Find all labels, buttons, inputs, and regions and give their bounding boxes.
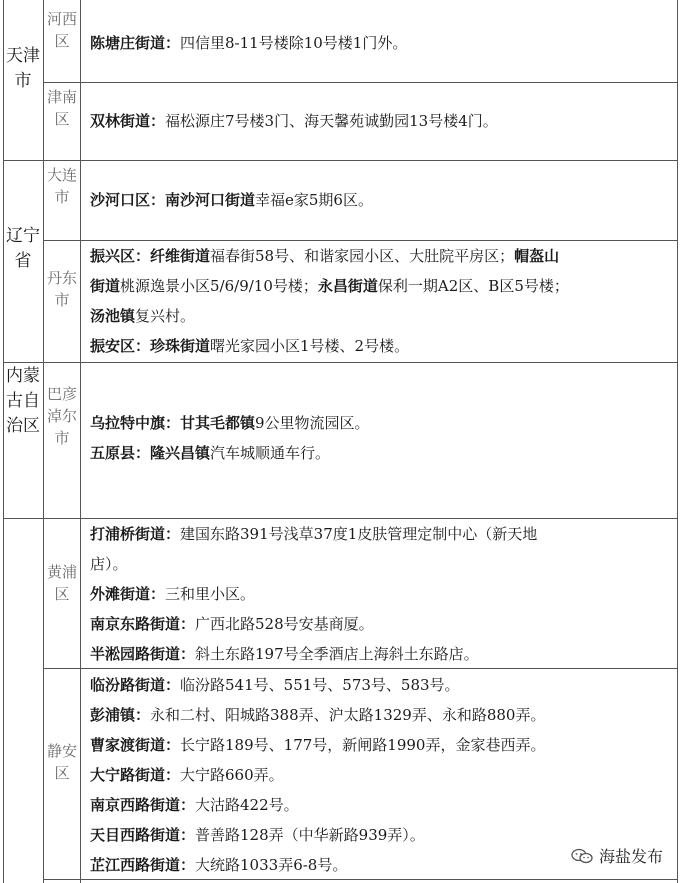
content-line (90, 519, 672, 549)
place-name: 永昌街道 (317, 277, 378, 295)
place-name: 汤池镇 (90, 307, 136, 325)
address-text: 大宁路660弄。 (180, 766, 284, 784)
content-line (90, 271, 672, 301)
place-name: 外滩街道： (90, 585, 166, 603)
address-text: 三和里小区。 (165, 585, 256, 603)
place-name: 街道 (90, 277, 121, 295)
province-cell-neimenggu: 内蒙古自治区 (6, 366, 40, 436)
city-cell: 静安区 (46, 742, 77, 782)
address-text: 保利一期A2区、B区5号楼； (377, 277, 569, 295)
address-text: 四信里8-11号楼除10号楼1门外。 (180, 34, 408, 52)
content-cell (90, 241, 672, 361)
content-line (90, 106, 672, 136)
content-line (90, 28, 672, 58)
place-name: 南京东路街道： (90, 615, 196, 633)
address-text: 幸福e家5期6区。 (255, 191, 373, 209)
wechat-icon (571, 848, 593, 864)
city-cell: 津南区 (46, 88, 77, 128)
place-name: 振兴区：纤维街道 (90, 247, 211, 265)
content-line (90, 700, 672, 730)
content-cell (90, 519, 672, 669)
address-text: 曙光家园小区1号楼、2号楼。 (210, 337, 410, 355)
address-text: 普善路128弄（中华新路939弄）。 (195, 826, 425, 844)
city-cell: 河西区 (46, 10, 77, 50)
address-text: 斜土东路197号全季酒店上海斜土东路店。 (195, 645, 479, 663)
place-name: 天目西路街道： (90, 826, 196, 844)
place-name: 彭浦镇： (90, 706, 151, 724)
place-name: 临汾路街道： (90, 676, 181, 694)
content-line (90, 639, 672, 669)
city-cell: 丹东市 (46, 269, 77, 309)
place-name: 南京西路街道： (90, 796, 196, 814)
address-text: 长宁路189号、177号，新闸路1990弄，金家巷西弄。 (180, 736, 546, 754)
place-name: 沙河口区：南沙河口街道 (90, 191, 256, 209)
city-cell: 巴彦淖尔市 (46, 385, 77, 447)
content-cell (90, 28, 672, 58)
content-line (90, 438, 672, 468)
address-text: 大统路1033弄6-8号。 (195, 856, 348, 874)
content-line (90, 241, 672, 271)
place-name: 陈塘庄街道： (90, 34, 181, 52)
watermark (571, 844, 663, 867)
content-line (90, 301, 672, 331)
content-line (90, 185, 672, 215)
address-text: 9公里物流园区。 (255, 414, 370, 432)
province-cell-tianjin: 天津市 (6, 46, 40, 91)
content-line (90, 579, 672, 609)
address-text: 桃源逸景小区5/6/9/10号楼； (120, 277, 318, 295)
city-cell: 大连市 (46, 166, 77, 206)
content-cell (90, 185, 672, 215)
place-name: 大宁路街道： (90, 766, 181, 784)
place-name: 五原县：隆兴昌镇 (90, 444, 211, 462)
address-text: 广西北路528号安基商厦。 (195, 615, 374, 633)
content-line (90, 408, 672, 438)
content-line (90, 730, 672, 760)
content-line (90, 760, 672, 790)
address-text: 汽车城顺通车行。 (210, 444, 331, 462)
content-line (90, 609, 672, 639)
place-name: 双林街道： (90, 112, 166, 130)
address-text: 建国东路391号浅草37度1皮肤管理定制中心（新天地 (180, 525, 538, 543)
address-text: 永和二村、阳城路388弄、沪太路1329弄、永和路880弄。 (150, 706, 546, 724)
content-line (90, 670, 672, 700)
address-text: 店）。 (90, 555, 128, 573)
address-text: 复兴村。 (135, 307, 196, 325)
content-cell (90, 408, 672, 468)
content-line (90, 331, 672, 361)
place-name: 乌拉特中旗：甘其毛都镇 (90, 414, 256, 432)
content-line (90, 790, 672, 820)
address-text: 大沽路422号。 (195, 796, 299, 814)
place-name: 振安区：珍珠街道 (90, 337, 211, 355)
address-text: 临汾路541号、551号、573号、583号。 (180, 676, 460, 694)
city-cell: 黄浦区 (46, 563, 77, 603)
place-name: 半淞园路街道： (90, 645, 196, 663)
province-cell-liaoning: 辽宁省 (6, 226, 40, 271)
watermark-text: 海盐发布 (598, 847, 663, 866)
place-name: 帽盔山 (514, 247, 560, 265)
place-name: 打浦桥街道： (90, 525, 181, 543)
place-name: 曹家渡街道： (90, 736, 181, 754)
address-text: 福松源庄7号楼3门、海天馨苑诚勤园13号楼4门。 (165, 112, 498, 130)
address-text: 福春街58号、和谐家园小区、大肚院平房区； (210, 247, 515, 265)
content-cell (90, 106, 672, 136)
place-name: 芷江西路街道： (90, 856, 196, 874)
content-line (90, 549, 672, 579)
